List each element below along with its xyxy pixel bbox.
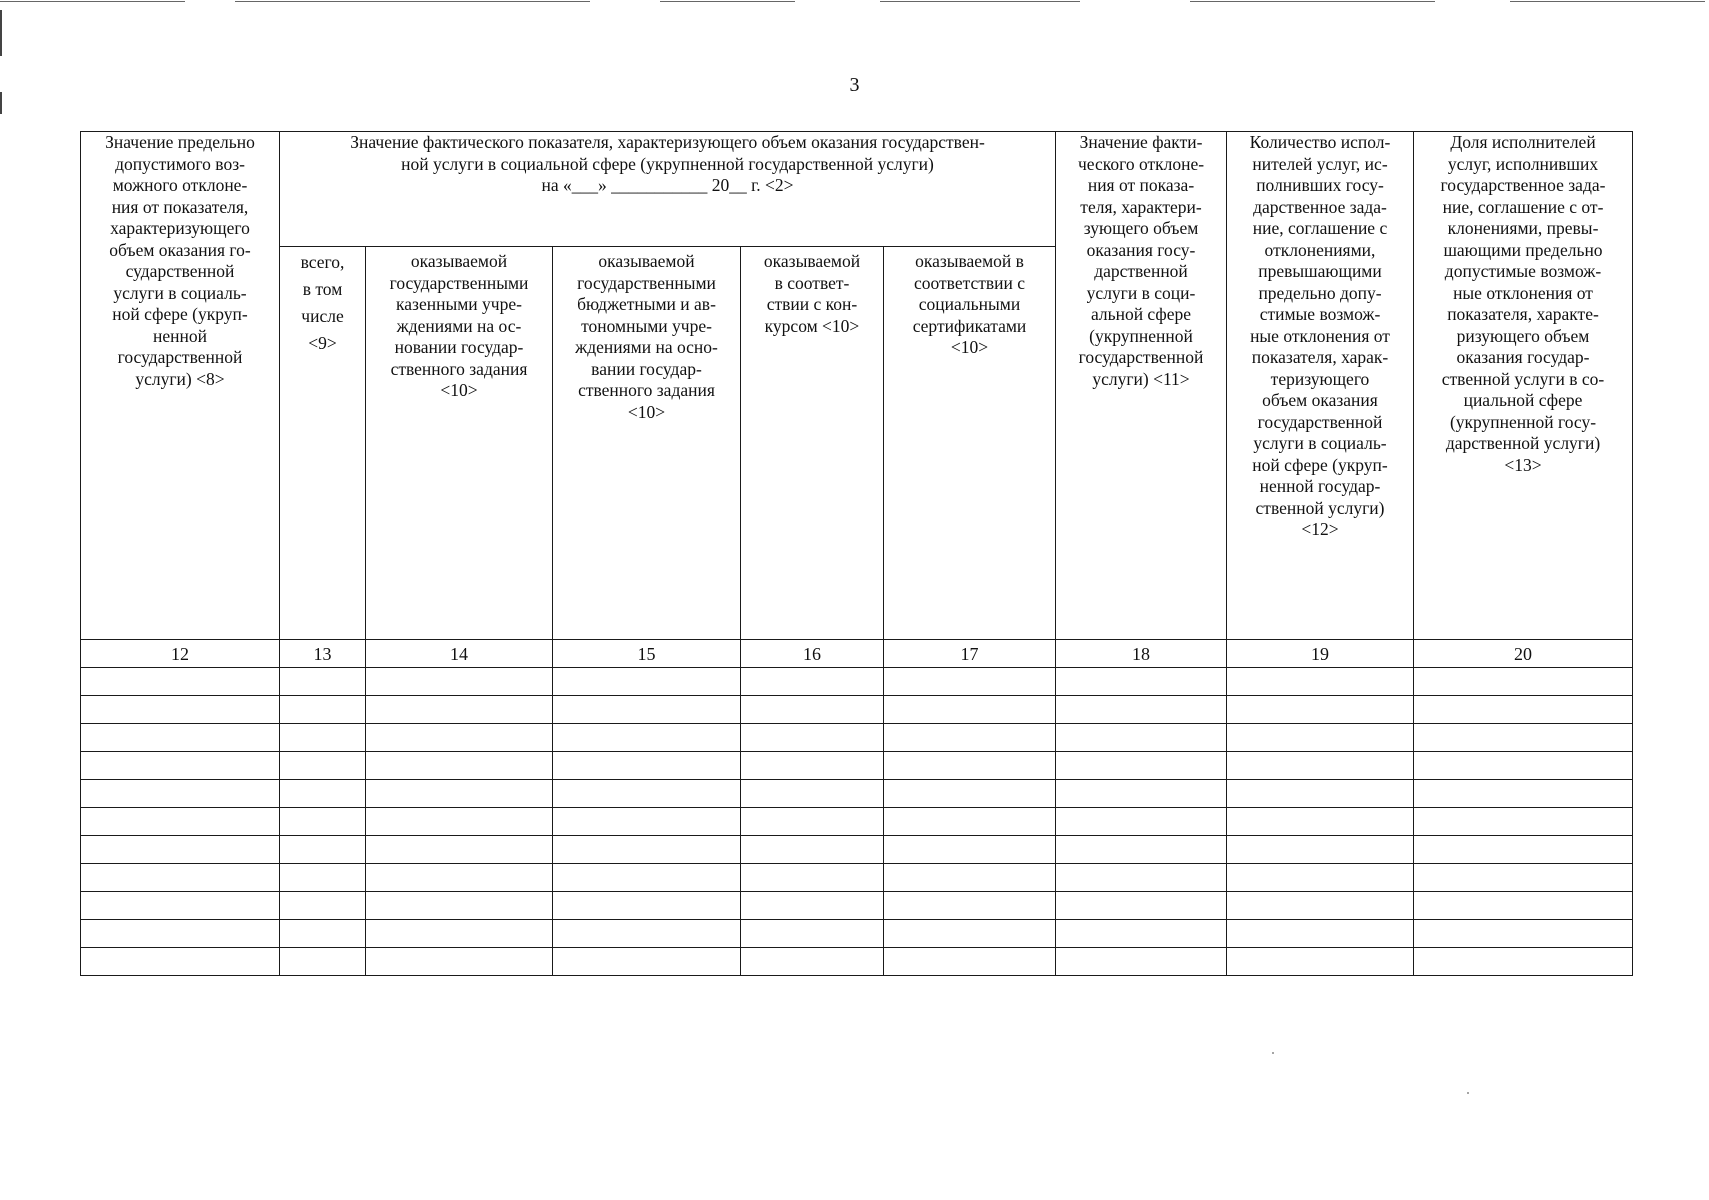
table-cell[interactable] <box>1056 668 1227 696</box>
table-cell[interactable] <box>884 780 1056 808</box>
table-cell[interactable] <box>553 808 741 836</box>
table-cell[interactable] <box>1227 836 1414 864</box>
table-cell[interactable] <box>553 696 741 724</box>
report-table <box>80 131 1633 976</box>
table-cell[interactable] <box>1227 668 1414 696</box>
table-cell[interactable] <box>553 724 741 752</box>
table-cell[interactable] <box>1056 808 1227 836</box>
header-text-col17: оказываемой в соответствии с социальными сертификатами <10> <box>912 251 1027 357</box>
table-cell[interactable] <box>553 920 741 948</box>
table-cell[interactable] <box>741 920 884 948</box>
scan-edge-line <box>880 1 1080 2</box>
header-text-col12: Значение предельно допустимого воз- можного отклоне- ния от показателя, характеризующего объем оказания го- сударственной услуги в социаль- ной сфере (укруп- ненной государственной услуги) <8> <box>105 132 255 389</box>
header-cell-col14 <box>366 247 553 640</box>
column-number-cell: 15 <box>553 640 741 668</box>
header-cell-col18 <box>1056 132 1227 640</box>
table-cell[interactable] <box>81 668 280 696</box>
table-cell[interactable] <box>741 724 884 752</box>
table-cell[interactable] <box>1414 864 1633 892</box>
table-cell[interactable] <box>1227 892 1414 920</box>
table-cell[interactable] <box>884 892 1056 920</box>
table-cell[interactable] <box>280 696 366 724</box>
table-cell[interactable] <box>1227 808 1414 836</box>
table-cell[interactable] <box>366 780 553 808</box>
table-cell[interactable] <box>81 724 280 752</box>
table-cell[interactable] <box>741 668 884 696</box>
table-cell[interactable] <box>1414 836 1633 864</box>
table-cell[interactable] <box>884 920 1056 948</box>
table-row <box>81 948 1633 976</box>
table-cell[interactable] <box>1414 892 1633 920</box>
table-cell[interactable] <box>280 948 366 976</box>
table-cell[interactable] <box>741 948 884 976</box>
table-cell[interactable] <box>366 920 553 948</box>
header-cell-col15 <box>553 247 741 640</box>
column-number-cell: 20 <box>1414 640 1633 668</box>
table-cell[interactable] <box>1414 780 1633 808</box>
table-cell[interactable] <box>81 696 280 724</box>
column-number-cell: 19 <box>1227 640 1414 668</box>
table-cell[interactable] <box>741 752 884 780</box>
header-cell-col12 <box>81 132 280 640</box>
header-row-top <box>81 132 1633 247</box>
table-cell[interactable] <box>1056 836 1227 864</box>
table-cell[interactable] <box>366 724 553 752</box>
header-cell-col19 <box>1227 132 1414 640</box>
table-cell[interactable] <box>884 668 1056 696</box>
table-cell[interactable] <box>553 864 741 892</box>
table-cell[interactable] <box>1056 696 1227 724</box>
table-cell[interactable] <box>1227 920 1414 948</box>
table-cell[interactable] <box>280 808 366 836</box>
table-cell[interactable] <box>81 808 280 836</box>
table-cell[interactable] <box>366 948 553 976</box>
table-cell[interactable] <box>81 752 280 780</box>
column-number-row <box>81 640 1633 668</box>
header-text-col13: всего, в том числе <9> <box>300 252 345 353</box>
table-cell[interactable] <box>884 836 1056 864</box>
table-cell[interactable] <box>1227 696 1414 724</box>
header-cell-col20 <box>1414 132 1633 640</box>
table-cell[interactable] <box>1056 752 1227 780</box>
table-cell[interactable] <box>81 948 280 976</box>
header-cell-col17 <box>884 247 1056 640</box>
header-text-col20: Доля исполнителей услуг, исполнивших государственное зада- ние, соглашение с от- клонениями, превы- шающими предельно допустимые возмож- ные отклонения от показателя, характе- ризующего объем оказания государ- ственной услуги в со- циальной сфере (укрупненной госу- дарственной услуги) <13> <box>1440 132 1606 475</box>
table-cell[interactable] <box>366 808 553 836</box>
table-cell[interactable] <box>741 836 884 864</box>
header-cell-col16 <box>741 247 884 640</box>
column-number-cell: 13 <box>280 640 366 668</box>
scan-edge-line <box>660 1 795 2</box>
scan-speck <box>1272 1052 1274 1054</box>
table-cell[interactable] <box>280 780 366 808</box>
table-row <box>81 808 1633 836</box>
table-cell[interactable] <box>884 724 1056 752</box>
table-cell[interactable] <box>81 892 280 920</box>
table-cell[interactable] <box>1414 752 1633 780</box>
table-cell[interactable] <box>741 696 884 724</box>
table-row <box>81 780 1633 808</box>
table-cell[interactable] <box>1227 948 1414 976</box>
scan-edge-line <box>0 1 185 2</box>
table-cell[interactable] <box>553 948 741 976</box>
table-cell[interactable] <box>280 752 366 780</box>
page-number: 3 <box>849 74 860 96</box>
header-cell-group-actual-value <box>280 132 1056 247</box>
column-number-cell: 18 <box>1056 640 1227 668</box>
table-row <box>81 696 1633 724</box>
scan-edge-mark <box>0 10 2 56</box>
scan-edge-line <box>1190 1 1435 2</box>
table-cell[interactable] <box>1056 724 1227 752</box>
table-cell[interactable] <box>280 836 366 864</box>
table-row <box>81 668 1633 696</box>
header-text-group-actual-value: Значение фактического показателя, характеризующего объем оказания государствен- ной услуги в социальной сфере (укрупненной государственной услуги) на «___» ___________ 20__ г. <2> <box>350 132 985 195</box>
header-cell-col13 <box>280 247 366 640</box>
column-number-cell: 16 <box>741 640 884 668</box>
table-cell[interactable] <box>1056 948 1227 976</box>
table-row <box>81 752 1633 780</box>
table-cell[interactable] <box>1414 724 1633 752</box>
scan-edge-line <box>1510 1 1705 2</box>
table-row <box>81 920 1633 948</box>
table-cell[interactable] <box>1414 808 1633 836</box>
column-number-cell: 17 <box>884 640 1056 668</box>
scan-edge-line <box>235 1 590 2</box>
header-text-col19: Количество испол- нителей услуг, ис- полнивших госу- дарственное зада- ние, соглашение с отклонениями, превышающими предельно допу- стимые возмож- ные отклонения от показателя, харак- теризующего объем оказания государственной услуги в социаль- ной сфере (укруп- ненной государ- ственной услуги) <12> <box>1249 132 1391 539</box>
table-cell[interactable] <box>884 948 1056 976</box>
table-cell[interactable] <box>741 780 884 808</box>
table-cell[interactable] <box>741 892 884 920</box>
table-cell[interactable] <box>741 864 884 892</box>
table-cell[interactable] <box>1414 668 1633 696</box>
table-cell[interactable] <box>366 668 553 696</box>
table-cell[interactable] <box>366 864 553 892</box>
table-cell[interactable] <box>553 836 741 864</box>
table-cell[interactable] <box>1414 696 1633 724</box>
table-cell[interactable] <box>1227 724 1414 752</box>
table-cell[interactable] <box>1227 864 1414 892</box>
scan-speck <box>1467 1092 1469 1094</box>
table-cell[interactable] <box>1414 920 1633 948</box>
table-cell[interactable] <box>280 724 366 752</box>
table-cell[interactable] <box>280 668 366 696</box>
table-cell[interactable] <box>81 920 280 948</box>
table-cell[interactable] <box>741 808 884 836</box>
table-cell[interactable] <box>553 752 741 780</box>
header-text-col15: оказываемой государственными бюджетными и ав- тономными учре- ждениями на осно- вании государ- ственного задания <10> <box>575 251 718 422</box>
table-cell[interactable] <box>1056 780 1227 808</box>
table-cell[interactable] <box>1056 892 1227 920</box>
table-cell[interactable] <box>884 864 1056 892</box>
table-cell[interactable] <box>884 808 1056 836</box>
table-row <box>81 892 1633 920</box>
table-cell[interactable] <box>81 836 280 864</box>
table-cell[interactable] <box>366 696 553 724</box>
table-cell[interactable] <box>1414 948 1633 976</box>
table-cell[interactable] <box>280 892 366 920</box>
table-cell[interactable] <box>553 892 741 920</box>
table-cell[interactable] <box>366 836 553 864</box>
table-cell[interactable] <box>1056 920 1227 948</box>
table-row <box>81 836 1633 864</box>
table-cell[interactable] <box>884 752 1056 780</box>
table-cell[interactable] <box>553 780 741 808</box>
table-cell[interactable] <box>1227 780 1414 808</box>
column-number-cell: 12 <box>81 640 280 668</box>
table-cell[interactable] <box>280 864 366 892</box>
header-text-col16: оказываемой в соответ- ствии с кон- курсом <10> <box>763 251 861 336</box>
table-cell[interactable] <box>81 864 280 892</box>
table-cell[interactable] <box>81 780 280 808</box>
header-text-col14: оказываемой государственными казенными учре- ждениями на ос- новании государ- ственного задания <10> <box>389 251 529 400</box>
table-cell[interactable] <box>366 752 553 780</box>
table-cell[interactable] <box>884 696 1056 724</box>
table-cell[interactable] <box>280 920 366 948</box>
header-text-col18: Значение факти- ческого отклоне- ния от показа- теля, характери- зующего объем оказания госу- дарственной услуги в соци- альной сфере (укрупненной государственной услуги) <11> <box>1077 132 1205 389</box>
column-number-cell: 14 <box>366 640 553 668</box>
table-cell[interactable] <box>366 892 553 920</box>
table-row <box>81 864 1633 892</box>
table-cell[interactable] <box>1227 752 1414 780</box>
table-cell[interactable] <box>1056 864 1227 892</box>
table-cell[interactable] <box>553 668 741 696</box>
table-row <box>81 724 1633 752</box>
